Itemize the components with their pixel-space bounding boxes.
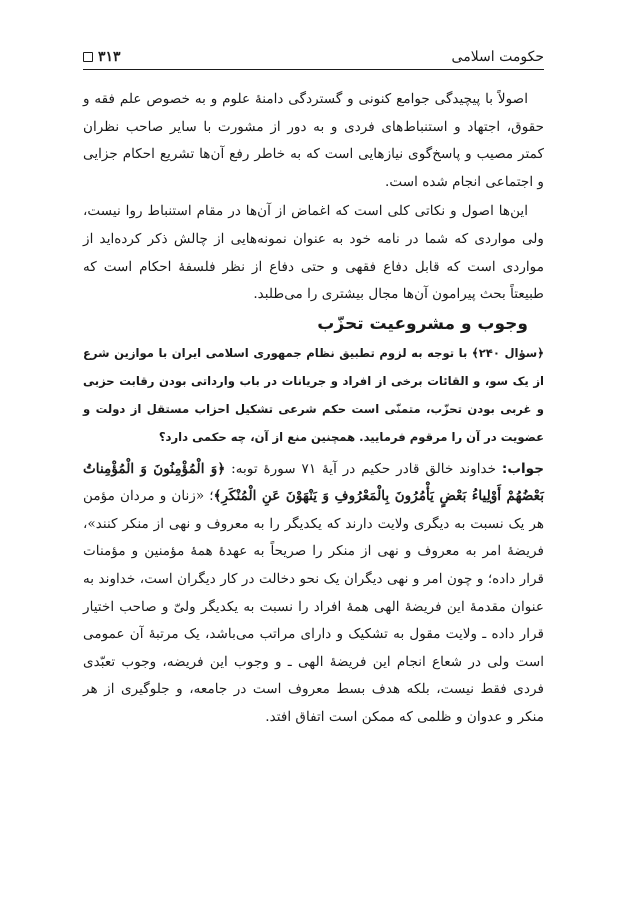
answer-text: ؛ «زنان و مردان مؤمن هر یک نسبت به دیگری ولایت دارند که یکدیگر را به معروف و نهی از منکر کنند»، فریضهٔ امر به معروف و نهی از منکر را صریحاً به عهدهٔ همهٔ مؤمنین و مؤمنات قرار داده؛ و چون امر و نهی دیگران یک نحو دخالت در کار دیگران است، خداوند به عنوان مقدمهٔ این فریضهٔ الهی همهٔ افراد را نسبت به یکدیگر ولیّ و صاحب اختیار قرار داده ـ ولایت مقول به تشکیک و دارای مراتب می‌باشد، یک مرتبهٔ آن عمومی است ولی در شعاع انجام این فریضهٔ الهی ـ و وجوب این فریضه، وجوب تعبّدی فردی فقط نیست، بلکه هدف بسط معروف است در جامعه، و جلوگیری از هر منکر و عدوان و ظلمی که ممکن است اتفاق افتد. xyxy=(83,488,544,725)
page-number: ۳۱۳ xyxy=(98,49,121,65)
section-title: وجوب و مشروعیت تحزّب xyxy=(317,313,528,334)
answer-lead: جواب: xyxy=(501,460,544,477)
quran-verse: ﴿وَ الْمُؤْمِنُونَ وَ الْمُؤْمِناتُ بَعْضُهُمْ أَوْلِياءُ بَعْضٍ يَأْمُرُونَ بِالْمَعْرُوفِ وَ يَنْهَوْنَ عَنِ الْمُنْكَرِ﴾ xyxy=(83,460,544,505)
paragraph-2: این‌ها اصول و نکاتی کلی است که اغماض از آن‌ها در مقام استنباط روا نیست، ولی مواردی که شما در نامه خود به عنوان نمونه‌هایی از چالش ذکر کرده‌اید از مواردی است که قابل دفاع فقهی و حتی دفاع از نظر فلسفهٔ احکام است که طبیعتاً بحث پیرامون آن‌ها مجال بیشتری را می‌طلبد. xyxy=(83,203,544,303)
page-body xyxy=(83,86,544,731)
paragraph-1: اصولاً با پیچیدگی جوامع کنونی و گستردگی دامنهٔ علوم و به خصوص علم فقه و حقوق، اجتهاد و استنباط‌های فردی و به دور از مشورت با سایر صاحب نظران کمتر مصیب و پاسخ‌گوی نیازهایی است که به خاطر رفع آن‌ها تشریع احکام جزایی و اجتماعی انجام شده است. xyxy=(83,91,544,190)
chapter-title: حکومت اسلامی xyxy=(451,49,544,65)
question-label: ﴿سؤال ۲۴۰﴾ xyxy=(471,346,544,361)
running-header xyxy=(83,44,544,66)
answer-block xyxy=(83,456,544,732)
question-block xyxy=(83,340,544,451)
page-number-group xyxy=(83,48,121,66)
question-text: با توجه به لزوم تطبیق نظام جمهوری اسلامی ایران با موازین شرع از یک سو، و القائات برخی از افراد و جریانات در باب وارداتی بودن رقابت حزبی و غربی بودن تحزّب، متمنّی است حکم شرعی تشکیل احزاب مستقل از دولت و عضویت در آن را مرقوم فرمایید. همچنین منع از آن، چه حکمی دارد؟ xyxy=(83,346,544,444)
answer-intro: خداوند خالق قادر حکیم در آیهٔ ۷۱ سورهٔ توبه: xyxy=(225,460,502,477)
header-rule xyxy=(83,69,544,70)
square-ornament-icon xyxy=(83,52,93,62)
